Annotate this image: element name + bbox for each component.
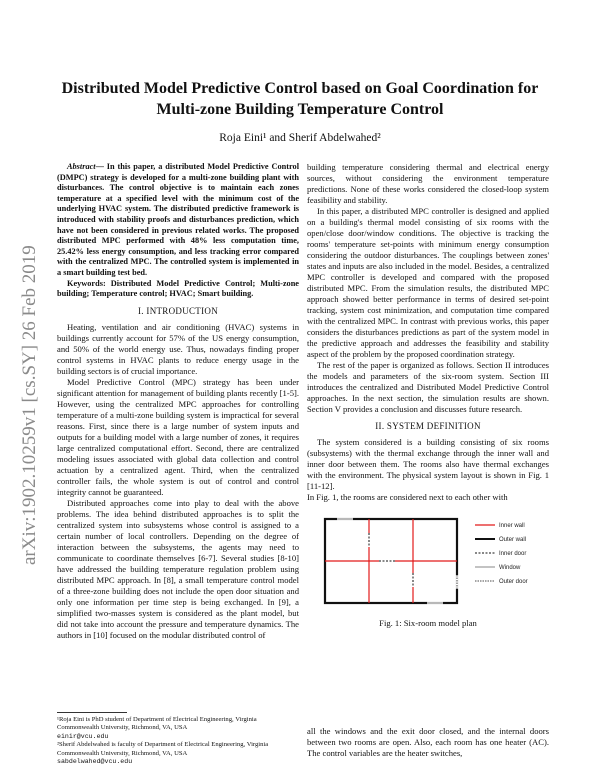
footnote-rule	[57, 712, 127, 713]
sysdef-paragraph: In Fig. 1, the rooms are considered next to each other with	[307, 492, 508, 502]
intro-paragraph: Distributed approaches come into play to deal with the above problems. The idea behind distributed approaches is to split the centralized system into subsystems whose control is assigned to a certain number of local controllers. Depending on the degree of interaction between the subsystems, the agents may need to communicate to coordinate themselves [6-7]. Several studies [8-10] have addressed the building temperature regulation problem using distributed MPC approach. In [8], a small temperature control model of a three-zone building does not include the open door situation and only one information per time step is being exchanged. In [9], a simplified two-masses system is considered as the plant model, but did not take into account the pressure and temperature dynamics. The authors in [10] focused on the modular distributed control of	[57, 497, 299, 640]
body-paragraph: building temperature considering thermal and electrical energy sources, without considering the environment temperature predictions. None of these works considered the closed-loop system feasibility and stability.	[307, 162, 549, 205]
arxiv-stamp	[4, 130, 48, 570]
body-paragraph: In this paper, a distributed MPC controller is designed and applied on a building's thermal model consisting of six rooms with the open/close door/window conditions. The objective is tracking the rooms' temperature set-points with minimum energy consumption considering the outdoor disturbances. The couplings between zones' states and inputs are also included in the model. Besides, a centralized MPC controller is developed and compared with the proposed distributed MPC. From the simulation results, the distributed MPC approach showed better performance in terms of desired set-point tracking, system cost minimization, and computation time compared with the centralized MPC. In contrast with previous works, this paper considers the disturbances predictions as part of the system model in the predictive approach and addresses the feasibility and stability aspect of the problem by the proposed coordination strategy.	[307, 206, 549, 359]
section-heading-system-definition: II. SYSTEM DEFINITION	[375, 421, 481, 431]
authors: Roja Eini¹ and Sherif Abdelwahed²	[219, 132, 381, 144]
footnote-2-email: sabdelwahed@vcu.edu	[57, 758, 133, 766]
left-column	[57, 162, 299, 641]
body-paragraph: The rest of the paper is organized as follows. Section II introduces the models and parameters of the six-room system. Section III introduces the centralized and Distributed Model Predictive Control approaches. In the next section, the simulation results are shown. Section V provides a conclusion and discusses future research.	[307, 360, 549, 414]
footnotes	[57, 712, 299, 766]
right-column	[307, 162, 549, 639]
abstract-lead: Abstract	[67, 162, 96, 171]
sysdef-paragraph: The system considered is a building consisting of six rooms (subsystems) with the thermal exchange through the inner wall and inner door between them. The rooms also have thermal exchanges with the environment. The physical system layout is shown in Fig. 1 [11-12].	[307, 437, 549, 491]
floor-plan-figure	[307, 507, 549, 617]
abstract-text: — In this paper, a distributed Model Predictive Control (DMPC) strategy is developed for a multi-zone building plant with disturbances. The control objective is to maintain each zones temperature at a specified level with the minimum cost of the underlying HVAC system. The distributed predictive framework is introduced with stability proofs and disturbances prediction, which have not been considered in previous related works. The proposed distributed MPC performed with 48% less computation time, 25.42% less energy consumption, and less tracking error compared with the centralized MPC. The controlled system is implemented in a smart building test bed.	[57, 162, 299, 277]
floor-plan-diagram	[307, 507, 549, 617]
footnote-2: ²Sherif Abdelwahed is faculty of Department of Electrical Engineering, Virginia Commonwealth University, Richmond, VA, USA	[57, 741, 269, 757]
section-heading-introduction: I. INTRODUCTION	[138, 305, 218, 316]
legend-inner-door: Inner door	[499, 551, 527, 557]
intro-paragraph: Heating, ventilation and air conditioning (HVAC) systems in buildings currently account for 57% of the US energy consumption, and 50% of the world energy use. Thus, nowadays finding proper control systems in HVAC plants to reduce energy usage in the building sectors is of crucial importance.	[57, 321, 299, 376]
footnote-1-email: einir@vcu.edu	[57, 732, 109, 740]
legend-outer-wall: Outer wall	[499, 537, 527, 543]
legend-outer-door: Outer door	[499, 579, 528, 585]
arxiv-stamp-text: arXiv:1902.10259v1 [cs.SY] 26 Feb 2019	[19, 245, 40, 565]
body-paragraph: all the windows and the exit door closed, and the internal doors between two rooms are open. Also, each room has one heater (AC). The control variables are the heater switches,	[307, 726, 549, 758]
title-line-1: Distributed Model Predictive Control based on Goal Coordination for	[61, 80, 539, 97]
footnote-1: ¹Roja Eini is PhD student of Department of Electrical Engineering, Virginia Commonwealth University, Richmond, VA, USA	[57, 716, 257, 732]
keywords: Keywords: Distributed Model Predictive Control; Multi-zone building; Temperature control; HVAC; Smart building.	[57, 278, 299, 299]
legend-window: Window	[499, 565, 521, 571]
intro-paragraph: Model Predictive Control (MPC) strategy has been under significant attention for management of building plants recently [1-5]. However, using the centralized MPC approaches for controlling temperature of a multi-zone building system is impractical for several reasons. First, since there is a large number of system inputs and outputs for a building model with a large number of zones, it requires large centralized computational effort. Second, there are centralized modeling issues associated with global data collection and control actuation by a centralized agent. Third, when the centralized controller fails, the whole system is out of control and control integrity cannot be guaranteed.	[57, 376, 299, 497]
figure-caption: Fig. 1: Six-room model plan	[379, 618, 477, 628]
legend-inner-wall: Inner wall	[499, 523, 525, 529]
title-line-2: Multi-zone Building Temperature Control	[156, 101, 444, 118]
paper-title	[55, 78, 545, 120]
right-column-continuation	[307, 726, 549, 759]
abstract	[57, 162, 299, 300]
